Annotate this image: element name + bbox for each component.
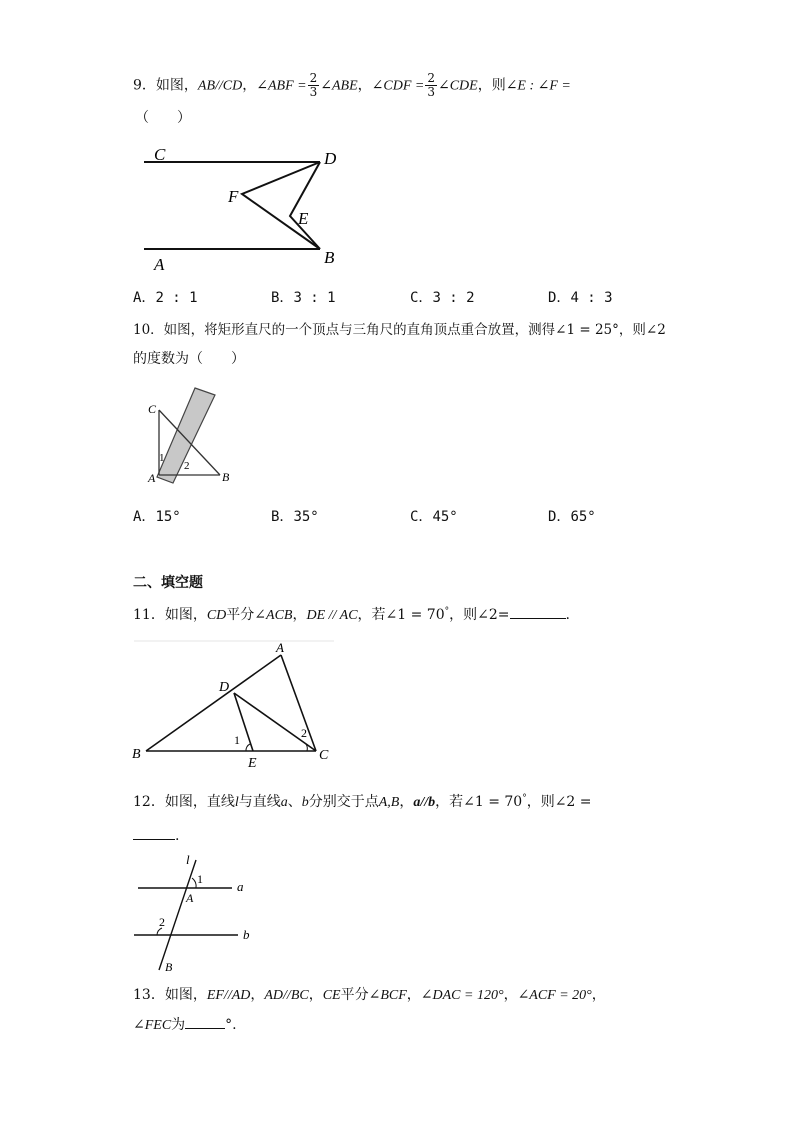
q12-l: l (234, 795, 239, 810)
angle-label-1: 1 (197, 872, 203, 886)
option-key: D． (548, 509, 571, 525)
label-d: D (324, 149, 337, 168)
label-e: E (298, 209, 309, 228)
q9-option-d[interactable] (548, 287, 613, 307)
degree-sign: ° (444, 606, 450, 617)
option-value: 15° (155, 509, 181, 525)
option-key: B． (271, 290, 294, 306)
q9-option-b[interactable] (271, 287, 336, 307)
q13-sep: ， (591, 987, 606, 1003)
q10-option-b[interactable] (271, 506, 319, 526)
angle-arc-1 (192, 878, 196, 888)
label-b: B (324, 248, 335, 267)
q13-adbc: AD//BC (264, 988, 309, 1003)
q12-text: 分别交于点 (308, 794, 379, 810)
q12-text: 、 (287, 794, 302, 810)
q13-text: 为 (171, 1017, 186, 1033)
q12-text: 12．如图，直线 (133, 794, 235, 810)
q13-dac: ∠DAC = 120° (420, 988, 504, 1003)
q12-text: 与直线 (238, 794, 281, 810)
segment-deb (290, 162, 320, 249)
q9-paren: （ ） (135, 110, 191, 126)
q10-option-d[interactable] (548, 506, 596, 526)
fraction-denominator: 3 (427, 85, 435, 99)
q9-fraction-2 (425, 72, 437, 99)
q13-text: 平分 (340, 987, 369, 1003)
q9-fraction-1 (308, 72, 320, 99)
q9-angle-abe: ∠ABE (320, 78, 358, 94)
q9-sep: ， (357, 77, 372, 94)
q9-angle-cde: ∠CDE (437, 78, 478, 94)
label-line-b: b (243, 927, 250, 942)
q12-parallel: a//b (413, 795, 436, 810)
q13-stem (133, 984, 606, 1004)
option-key: C． (410, 290, 433, 306)
q9-lead: 如图， (155, 77, 198, 94)
q12-answer-blank[interactable] (133, 839, 175, 840)
option-key: C． (410, 509, 433, 525)
q11-acb: ∠ACB (254, 608, 293, 623)
option-value: 35° (293, 509, 319, 525)
option-key: A． (133, 509, 156, 525)
q13-fec: ∠FEC (133, 1018, 172, 1033)
q12-sep: ， (399, 794, 414, 810)
label-a: A (276, 640, 284, 655)
angle-label-2: 2 (301, 726, 307, 740)
q12-figure (130, 852, 270, 982)
side-ba (146, 655, 281, 751)
label-line-a: a (237, 879, 244, 894)
side-ac (281, 655, 316, 751)
label-a-point: A (186, 891, 194, 905)
q9-figure (130, 142, 370, 272)
q9-stem (133, 72, 571, 99)
segment-dc (234, 693, 316, 751)
q11-text: 平分 (226, 607, 255, 623)
label-c: C (148, 402, 157, 416)
label-b-point: B (165, 960, 173, 974)
q9-option-a[interactable] (133, 287, 198, 307)
label-c: C (319, 748, 329, 763)
angle-arc-1 (246, 744, 250, 751)
q10-stem-line2: 的度数为（ ） (133, 351, 245, 367)
q11-text: ，则∠2= (449, 607, 510, 623)
fraction-numerator: 2 (427, 71, 435, 85)
q12-b: b (301, 795, 309, 810)
q13-efad: EF//AD (206, 988, 251, 1003)
q12-text: ，若∠1 = 70 (435, 794, 523, 810)
q13-bcf: ∠BCF (368, 988, 407, 1003)
q11-figure (130, 640, 340, 770)
q10-stem-line1: 10．如图，将矩形直尺的一个顶点与三角尺的直角顶点重合放置，测得∠1 = 25°，则∠2 (133, 322, 666, 338)
label-l: l (186, 852, 190, 867)
label-a: A (148, 471, 156, 485)
fraction-denominator: 3 (309, 85, 318, 99)
q10-figure (143, 383, 253, 493)
q13-ce: CE (322, 988, 341, 1003)
q9-tail: ，则 (477, 77, 506, 94)
label-b: B (222, 470, 230, 484)
q10-option-a[interactable] (133, 506, 181, 526)
degree-sign: ° (522, 793, 527, 804)
section-title: 二、填空题 (133, 575, 203, 591)
q11-sep: ， (292, 607, 307, 623)
q11-stem (133, 604, 570, 624)
q9-option-c[interactable] (410, 287, 475, 307)
q13-sep: ， (503, 987, 518, 1003)
angle-arc-2 (157, 928, 162, 935)
q9-angle-cdf: ∠CDF = (371, 78, 425, 94)
q9-parallel: AB//CD (197, 78, 243, 94)
q12-end: . (175, 828, 180, 844)
option-value: 3 : 2 (432, 290, 475, 306)
q12-ab: A,B (378, 795, 400, 810)
q11-cd: CD (206, 608, 227, 623)
q9-ask: ∠E : ∠F = (505, 78, 571, 94)
q13-sep: ， (250, 987, 265, 1003)
q10-option-c[interactable] (410, 506, 458, 526)
q13-sep: ， (406, 987, 421, 1003)
q12-text: ，则∠2 = (526, 794, 592, 810)
q13-sep: ， (308, 987, 323, 1003)
option-value: 45° (432, 509, 458, 525)
option-value: 65° (570, 509, 596, 525)
angle-label-2: 2 (184, 460, 190, 472)
q13-acf: ∠ACF = 20° (517, 988, 592, 1003)
label-b: B (132, 747, 141, 762)
angle-label-2: 2 (159, 915, 165, 929)
q12-answer-line (133, 828, 179, 844)
q11-text: ，若∠1 = 70 (357, 607, 445, 623)
angle-label-1: 1 (234, 733, 240, 747)
q11-end: . (565, 607, 570, 623)
label-f: F (228, 187, 239, 206)
option-key: A． (133, 290, 156, 306)
option-value: 3 : 1 (293, 290, 336, 306)
label-a: A (154, 255, 165, 274)
q11-text: 11．如图， (133, 607, 207, 623)
option-key: B． (271, 509, 294, 525)
option-value: 2 : 1 (155, 290, 198, 306)
angle-label-1: 1 (159, 452, 165, 464)
fraction-numerator: 2 (309, 71, 318, 85)
q13-text: 13．如图， (133, 987, 207, 1003)
option-key: D． (548, 290, 571, 306)
q9-sep: ， (242, 77, 257, 94)
q13-stem-line2 (133, 1014, 237, 1034)
q13-answer-blank[interactable] (185, 1028, 225, 1029)
option-value: 4 : 3 (570, 290, 613, 306)
q9-angle-abf: ∠ABF = (256, 78, 307, 94)
q12-a: a (280, 795, 288, 810)
q9-number: 9． (133, 77, 156, 94)
label-d: D (219, 680, 230, 695)
label-e: E (248, 756, 257, 771)
label-c: C (154, 145, 166, 164)
q13-end: °. (225, 1017, 237, 1033)
q11-deac: DE // AC (306, 608, 358, 623)
q11-answer-blank[interactable] (510, 618, 566, 619)
q12-stem (133, 791, 592, 811)
